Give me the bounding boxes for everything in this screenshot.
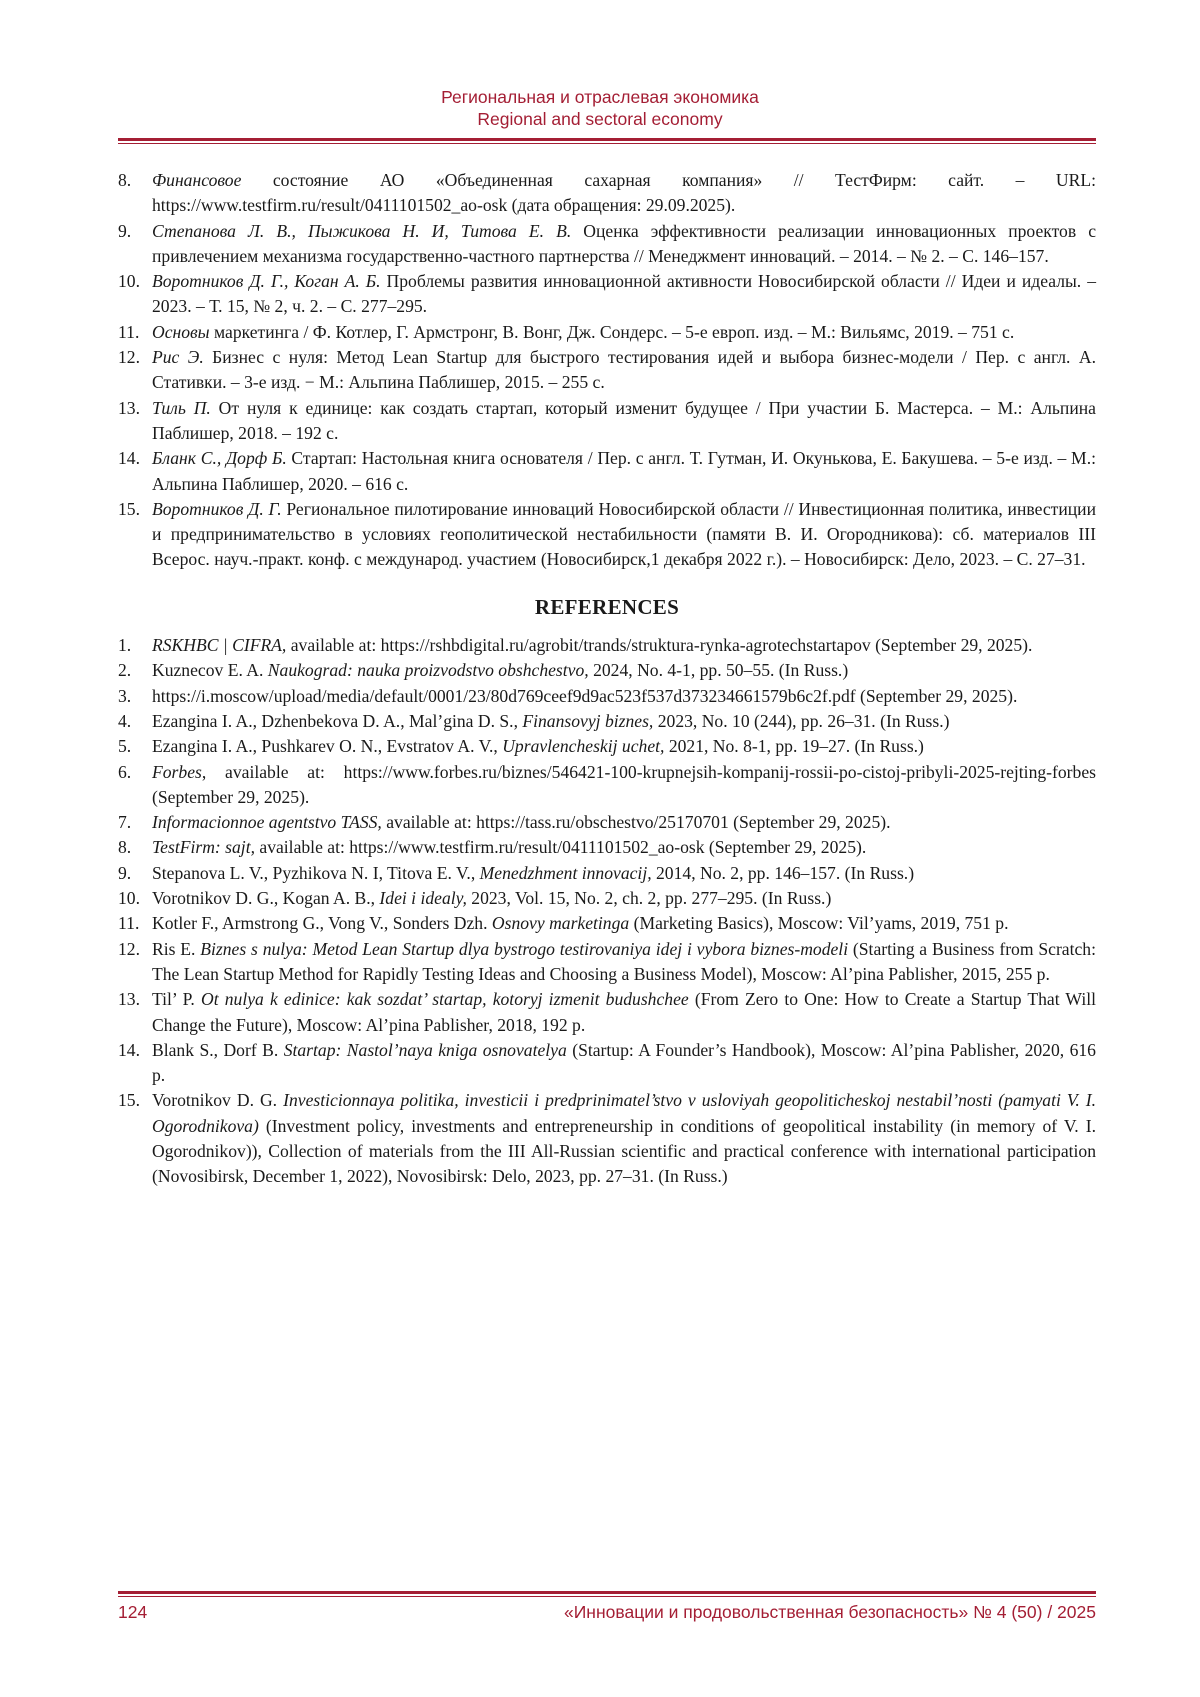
journal-citation: «Инновации и продовольственная безопасность» № 4 (50) / 2025 — [564, 1602, 1096, 1622]
reference-rest: 2023, No. 10 (244), pp. 26–31. (In Russ.) — [653, 710, 950, 731]
reference-item — [118, 497, 1096, 573]
reference-item — [118, 937, 1096, 988]
reference-item — [118, 684, 1096, 709]
reference-item — [118, 1038, 1096, 1089]
reference-item — [118, 760, 1096, 811]
reference-number: 3. — [118, 685, 132, 706]
reference-text — [152, 684, 1096, 709]
reference-item — [118, 446, 1096, 497]
reference-number: 2. — [118, 660, 132, 681]
reference-rest: маркетинга / Ф. Котлер, Г. Армстронг, В. Вонг, Дж. Сондерс. – 5-е европ. изд. – М.: Вильямс, 2019. – 751 с. — [209, 321, 1015, 342]
reference-italic: Рис Э. — [152, 347, 204, 368]
reference-item — [118, 658, 1096, 683]
reference-item — [118, 1088, 1096, 1189]
reference-rest: (From Zero to One: How to Create a Startup That Will Change the Future), Moscow: Al’pina Pablisher, 2018, 192 p. — [152, 989, 1096, 1035]
reference-number: 15. — [118, 1090, 140, 1111]
reference-text — [152, 911, 1096, 936]
reference-italic: Степанова Л. В., Пыжикова Н. И, Титова Е. В. — [152, 220, 572, 241]
reference-rest: 2024, No. 4-1, pp. 50–55. (In Russ.) — [588, 660, 849, 681]
reference-rest: (Marketing Basics), Moscow: Vil’yams, 2019, 751 p. — [629, 913, 1009, 934]
reference-item — [118, 734, 1096, 759]
reference-rest: Региональное пилотирование инноваций Новосибирской области // Инвестиционная политика, инвестиции и предпринимательство в условиях геополитической нестабильности (памяти В. И. Огородникова): сб. материалов III Всерос. науч.-практ. конф. с международ. участием (Новосибирск,1 декабря 2022 г.). – Новосибирск: Дело, 2023. – С. 27–31. — [152, 498, 1096, 570]
reference-rest: Бизнес с нуля: Метод Lean Startup для быстрого тестирования идей и выбора бизнес-модели / Пер. с англ. А. Стативки. – 3-е изд. − М.: Альпина Паблишер, 2015. – 255 с. — [152, 347, 1096, 393]
reference-number: 4. — [118, 710, 132, 731]
reference-text — [152, 345, 1096, 396]
footer-rule-thick — [118, 1591, 1096, 1594]
reference-item — [118, 396, 1096, 447]
reference-text — [152, 1038, 1096, 1089]
reference-item — [118, 219, 1096, 270]
reference-prefix: Ezangina I. A., Dzhenbekova D. A., Mal’gina D. S., — [152, 710, 523, 731]
reference-prefix: Kotler F., Armstrong G., Vong V., Sonders Dzh. — [152, 913, 492, 934]
reference-italic: Воротников Д. Г. — [152, 498, 282, 519]
page-body — [118, 168, 1096, 1190]
reference-rest: От нуля к единице: как создать стартап, который изменит будущее / При участии Б. Мастерса. – М.: Альпина Паблишер, 2018. – 192 с. — [152, 397, 1096, 443]
reference-prefix: Ezangina I. A., Pushkarev O. N., Evstratov A. V., — [152, 736, 503, 757]
reference-italic: Forbes — [152, 761, 202, 782]
reference-item — [118, 633, 1096, 658]
reference-rest: Оценка эффективности реализации инновационных проектов с привлечением механизма государственно-частного партнерства // Менеджмент инноваций. – 2014. – № 2. – С. 146–157. — [152, 220, 1097, 266]
reference-number: 10. — [118, 271, 140, 292]
reference-rest: available at: https://www.testfirm.ru/result/0411101502_ao-osk (September 29, 2025). — [254, 837, 867, 858]
reference-number: 12. — [118, 347, 140, 368]
reference-italic: Idei i idealy, — [379, 888, 467, 909]
reference-number: 15. — [118, 498, 140, 519]
reference-italic: Startap: Nastol’naya kniga osnovatelya — [283, 1039, 567, 1060]
reference-text — [152, 760, 1096, 811]
reference-italic: Основы — [152, 321, 210, 342]
russian-reference-list — [118, 168, 1096, 573]
reference-number: 8. — [118, 170, 132, 190]
reference-italic: Menedzhment innovacij, — [479, 862, 652, 883]
reference-italic: Investicionnaya politika, investicii i predprinimatel’stvo v usloviyah geopoliticheskoj nestabil’nosti (pamyati V. I. Ogorodnikova) — [152, 1090, 1097, 1136]
reference-text — [152, 396, 1096, 447]
reference-item — [118, 886, 1096, 911]
reference-italic: Финансовое — [152, 170, 242, 190]
reference-italic: Finansovyj biznes, — [522, 710, 654, 731]
reference-italic: RSKHBC | CIFRA, — [152, 635, 287, 656]
reference-italic: Воротников Д. Г., Коган А. Б. — [152, 271, 381, 292]
running-header — [0, 86, 1200, 130]
reference-text — [152, 810, 1096, 835]
header-rule-thin — [118, 143, 1096, 144]
header-title-en: Regional and sectoral economy — [477, 109, 723, 129]
reference-prefix: Kuznecov E. A. — [152, 660, 268, 681]
reference-item — [118, 320, 1096, 345]
reference-prefix: Ris E. — [152, 938, 201, 959]
reference-text — [152, 734, 1096, 759]
reference-text — [152, 446, 1096, 497]
reference-text — [152, 886, 1096, 911]
reference-rest: , available at: https://www.forbes.ru/biznes/546421-100-krupnejsih-kompanij-rossii-po-cistoj-pribyli-2025-rejting-forbes (September 29, 2025). — [152, 761, 1096, 807]
page-number: 124 — [118, 1602, 148, 1622]
reference-rest: available at: https://rshbdigital.ru/agrobit/trands/struktura-rynka-agrotechstartapov (September 29, 2025). — [286, 635, 1033, 656]
reference-number: 7. — [118, 812, 132, 833]
reference-italic: Upravlencheskij uchet, — [502, 736, 665, 757]
reference-text — [152, 219, 1096, 270]
reference-rest: (Startup: A Founder’s Handbook), Moscow: Al’pina Pablisher, 2020, 616 p. — [152, 1039, 1096, 1086]
reference-text — [152, 658, 1096, 683]
reference-text — [152, 987, 1096, 1038]
reference-text — [152, 168, 1096, 219]
reference-prefix: Vorotnikov D. G., Kogan A. B., — [152, 888, 380, 909]
reference-item — [118, 987, 1096, 1038]
reference-rest: (Starting a Business from Scratch: The Lean Startup Method for Rapidly Testing Ideas and Choosing a Business Model), Moscow: Al’pina Pablisher, 2015, 255 p. — [152, 938, 1096, 984]
reference-prefix: Blank S., Dorf B. — [152, 1039, 284, 1060]
reference-text — [152, 320, 1096, 345]
reference-text — [152, 497, 1096, 573]
reference-italic: Naukograd: nauka proizvodstvo obshchestvo, — [267, 660, 589, 681]
reference-item — [118, 911, 1096, 936]
reference-rest: Проблемы развития инновационной активности Новосибирской области // Идеи и идеалы. – 2023. – Т. 15, № 2, ч. 2. – С. 277–295. — [152, 271, 1096, 317]
reference-number: 13. — [118, 397, 140, 418]
reference-prefix: Til’ P. — [152, 989, 201, 1010]
reference-number: 12. — [118, 938, 140, 959]
header-rule-thick — [118, 138, 1096, 141]
reference-italic: Biznes s nulya: Metod Lean Startup dlya bystrogo testirovaniya idej i vybora biznes-modeli — [200, 938, 849, 959]
reference-number: 13. — [118, 989, 140, 1010]
reference-text — [152, 269, 1096, 320]
reference-prefix: Stepanova L. V., Pyzhikova N. I, Titova E. V., — [152, 862, 480, 883]
footer-rule-thin — [118, 1596, 1096, 1597]
reference-italic: Informacionnoe agentstvo TASS, — [152, 812, 382, 833]
reference-rest: (Investment policy, investments and entrepreneurship in conditions of geopolitical instability (in memory of V. I. Ogorodnikov)), Collection of materials from the III All-Russian scientific and practical conference with international participation (Novosibirsk, December 1, 2022), Novosibirsk: Delo, 2023, pp. 27–31. (In Russ.) — [152, 1115, 1096, 1187]
reference-item — [118, 269, 1096, 320]
reference-number: 11. — [118, 321, 140, 342]
reference-italic: Osnovy marketinga — [491, 913, 630, 934]
reference-number: 14. — [118, 448, 140, 469]
reference-italic: Ot nulya k edinice: kak sozdat’ startap, kotoryj izmenit budushchee — [200, 989, 689, 1010]
reference-number: 6. — [118, 761, 132, 782]
reference-rest: 2023, Vol. 15, No. 2, ch. 2, pp. 277–295. (In Russ.) — [466, 888, 832, 909]
reference-number: 8. — [118, 837, 132, 858]
reference-italic: Тиль П. — [152, 397, 211, 418]
reference-rest: available at: https://tass.ru/obschestvo/25170701 (September 29, 2025). — [381, 812, 891, 833]
reference-rest: состояние АО «Объединенная сахарная компания» // ТестФирм: сайт. – URL: https://www.testfirm.ru/result/0411101502_ao-osk (дата обращения: 29.09.2025). — [152, 170, 1096, 216]
reference-rest: 2021, No. 8-1, pp. 19–27. (In Russ.) — [664, 736, 924, 757]
reference-item — [118, 709, 1096, 734]
reference-rest: Стартап: Настольная книга основателя / Пер. с англ. Т. Гутман, И. Окунькова, Е. Бакушева. – 5-е изд. – М.: Альпина Паблишер, 2020. – 616 с. — [152, 448, 1096, 494]
reference-italic: TestFirm: sajt, — [152, 837, 255, 858]
reference-number: 14. — [118, 1039, 140, 1060]
reference-text — [152, 633, 1096, 658]
reference-number: 1. — [118, 635, 132, 656]
reference-prefix: https://i.moscow/upload/media/default/0001/23/80d769ceef9d9ac523f537d373234661579b6c2f.pdf (September 29, 2025). — [152, 685, 1018, 706]
reference-number: 11. — [118, 913, 140, 934]
reference-number: 9. — [118, 220, 132, 241]
reference-text — [152, 835, 1096, 860]
reference-prefix: Vorotnikov D. G. — [152, 1090, 284, 1111]
header-title-ru: Региональная и отраслевая экономика — [441, 87, 759, 107]
reference-number: 10. — [118, 888, 140, 909]
english-reference-list — [118, 633, 1096, 1190]
reference-item — [118, 168, 1096, 219]
reference-rest: 2014, No. 2, pp. 146–157. (In Russ.) — [651, 862, 915, 883]
reference-text — [152, 861, 1096, 886]
running-footer — [118, 1601, 1096, 1623]
reference-number: 5. — [118, 736, 132, 757]
reference-item — [118, 861, 1096, 886]
reference-text — [152, 937, 1096, 988]
reference-text — [152, 709, 1096, 734]
reference-italic: Бланк С., Дорф Б. — [152, 448, 287, 469]
reference-item — [118, 810, 1096, 835]
references-heading: REFERENCES — [534, 594, 680, 619]
reference-item — [118, 835, 1096, 860]
reference-text — [152, 1088, 1096, 1189]
reference-number: 9. — [118, 862, 132, 883]
reference-item — [118, 345, 1096, 396]
